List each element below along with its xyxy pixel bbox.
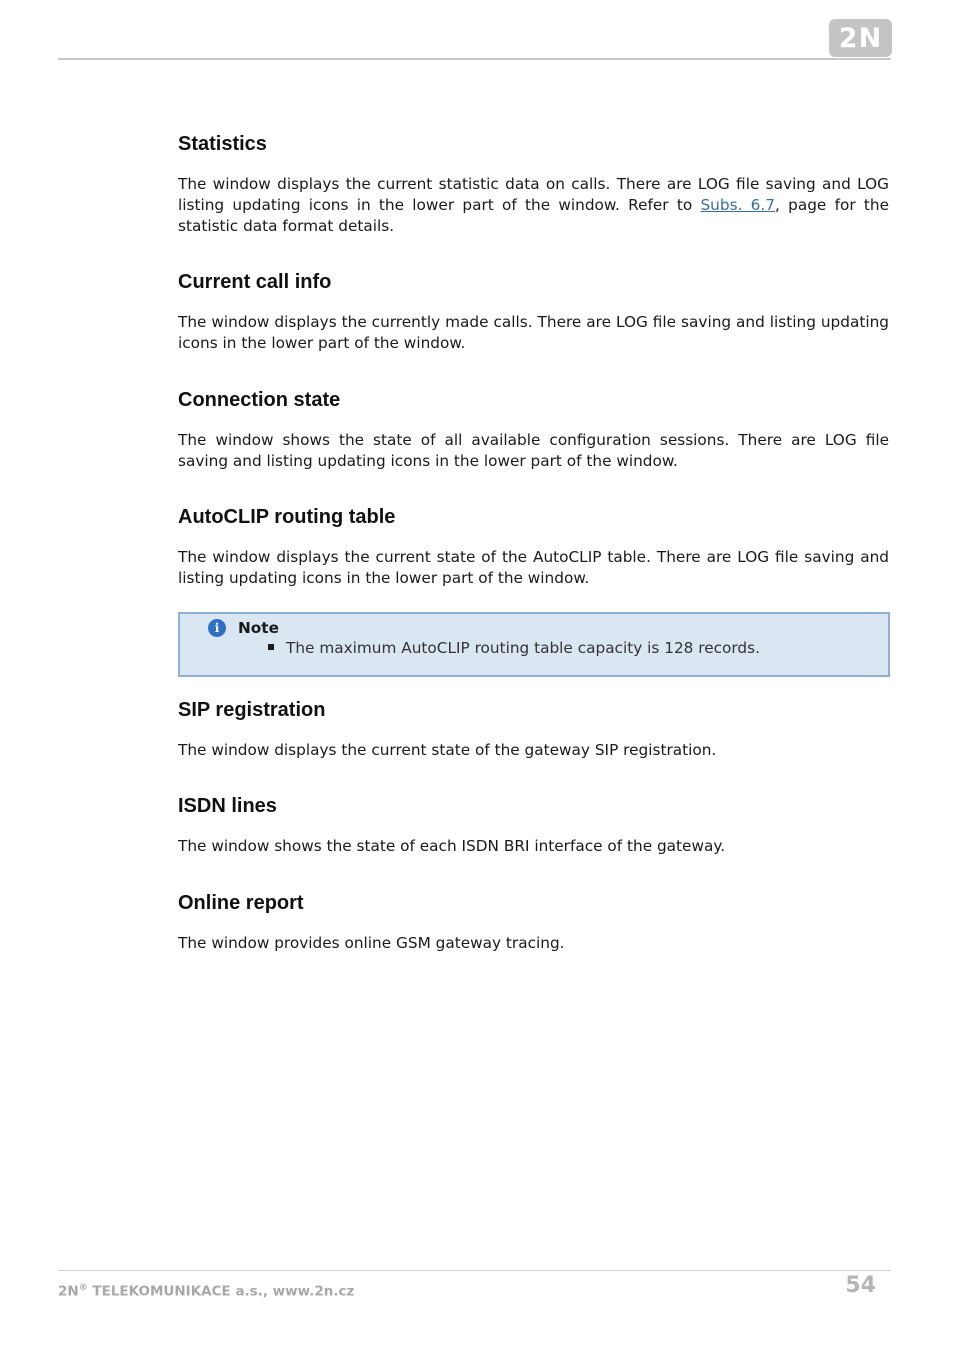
section-heading: Online report — [178, 892, 304, 914]
bullet-icon — [268, 644, 274, 650]
section-heading: Statistics — [178, 133, 267, 155]
section-body: The window shows the state of each ISDN BRI interface of the gateway. — [178, 837, 726, 855]
section-heading: Current call info — [178, 271, 332, 293]
footer-divider — [58, 1270, 891, 1271]
section-online-report — [178, 889, 889, 954]
section-body: The window displays the current state of the AutoCLIP table. There are LOG file saving and listing updating icons in the lower part of the window. — [178, 548, 889, 587]
info-icon: i — [208, 619, 226, 637]
page-number: 54 — [845, 1273, 876, 1298]
section-heading: Connection state — [178, 389, 341, 411]
section-sip-registration — [178, 696, 889, 761]
section-body: The window displays the currently made calls. There are LOG file saving and listing updating icons in the lower part of the window. — [178, 313, 889, 352]
section-heading: SIP registration — [178, 699, 326, 721]
brand-logo — [829, 19, 892, 57]
section-body: The window shows the state of all available configuration sessions. There are LOG file saving and listing updating icons in the lower part of the window. — [178, 431, 889, 470]
note-box — [178, 612, 890, 677]
section-isdn-lines — [178, 792, 889, 857]
note-title: Note — [238, 619, 279, 637]
section-body: The window displays the current state of the gateway SIP registration. — [178, 741, 717, 759]
section-body: The window provides online GSM gateway tracing. — [178, 934, 565, 952]
section-connection-state — [178, 386, 889, 472]
section-current-call-info — [178, 268, 889, 354]
section-body: The window displays the current statistic data on calls. There are LOG file saving and LOG listing updating icons in the lower part of the window. Refer to Subs. 6.7, page for the statistic data format details. — [178, 175, 890, 235]
subsection-link[interactable]: Subs. 6.7 — [700, 196, 776, 214]
section-heading: AutoCLIP routing table — [178, 506, 396, 528]
section-autoclip-routing-table — [178, 503, 889, 589]
header-divider — [58, 58, 891, 60]
note-item: The maximum AutoCLIP routing table capacity is 128 records. — [286, 639, 760, 657]
logo-text: 2N — [838, 22, 883, 54]
section-statistics — [178, 130, 889, 237]
footer-company: 2N® TELEKOMUNIKACE a.s., www.2n.cz — [58, 1283, 355, 1300]
section-heading: ISDN lines — [178, 795, 277, 817]
